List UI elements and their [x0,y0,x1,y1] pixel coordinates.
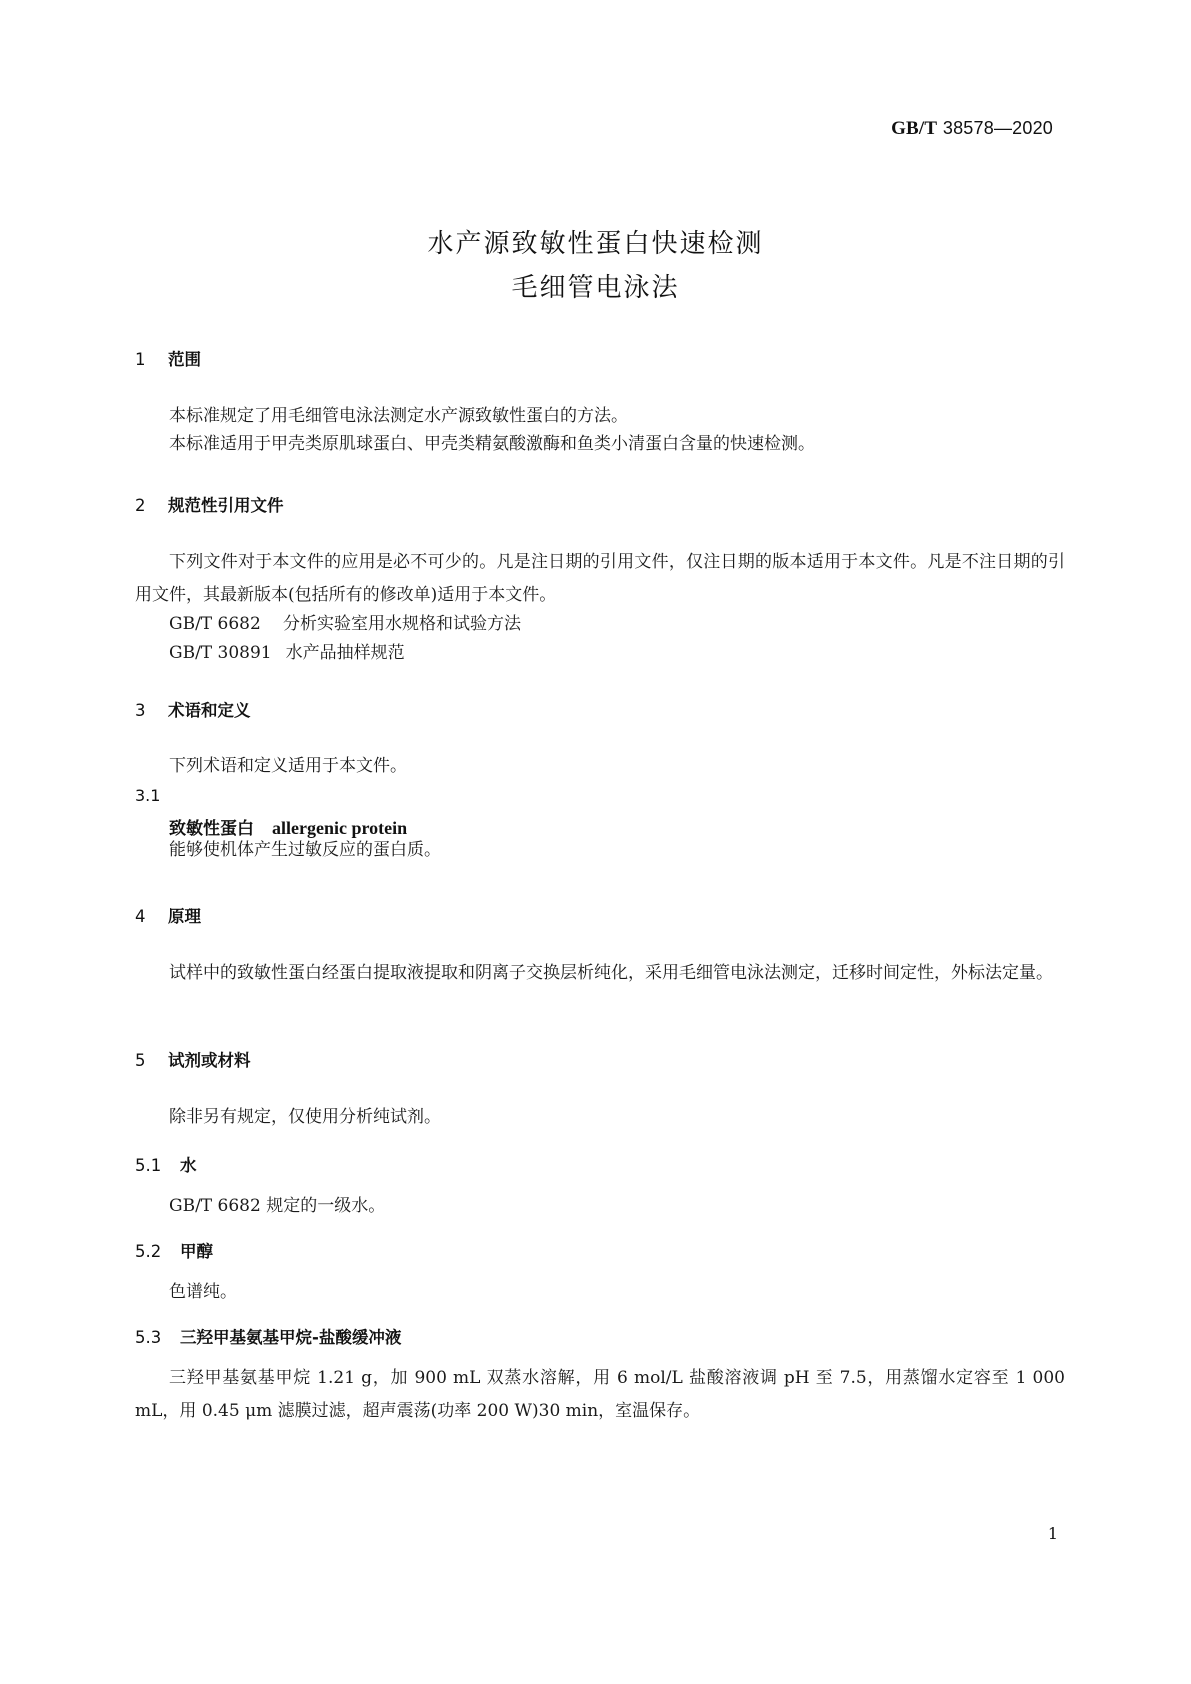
section-1-paragraph-1: 本标准规定了用毛细管电泳法测定水产源致敏性蛋白的方法。 [169,406,628,426]
section-title: 术语和定义 [168,701,251,720]
page-number: 1 [1047,1524,1058,1543]
section-2-heading [135,492,284,516]
section-title: 规范性引用文件 [168,496,284,515]
reference-item [169,609,521,634]
section-4-paragraph: 试样中的致敏性蛋白经蛋白提取液提取和阴离子交换层析纯化，采用毛细管电泳法测定，迁移时间定性，外标法定量。 [169,963,1053,983]
term-en: allergenic protein [272,818,408,838]
section-number: 2 [135,496,146,515]
standard-number: 38578—2020 [942,118,1053,138]
subsection-title: 三羟甲基氨基甲烷-盐酸缓冲液 [180,1328,402,1347]
subsection-title: 水 [180,1156,197,1175]
reference-code: GB/T 30891 [169,643,272,663]
subsection-title: 甲醇 [180,1242,213,1261]
reference-title: 分析实验室用水规格和试验方法 [283,614,521,634]
subsection-5-2-text: 色谱纯。 [169,1282,237,1302]
section-5-heading [135,1047,251,1071]
section-5-paragraph: 除非另有规定，仅使用分析纯试剂。 [169,1107,441,1127]
reference-code: GB/T 6682 [169,614,261,634]
term-number: 3.1 [135,786,161,805]
subsection-5-2-heading [135,1238,213,1262]
title-line-1: 水产源致敏性蛋白快速检测 [427,229,764,259]
section-number: 1 [135,350,146,369]
section-title: 范围 [168,350,201,369]
section-3-heading [135,697,251,721]
document-title [0,222,1191,310]
section-1-heading [135,346,201,370]
reference-item [169,638,405,663]
section-number: 3 [135,701,146,720]
subsection-5-3-text: 三羟甲基氨基甲烷 1.21 g，加 900 mL 双蒸水溶解，用 6 mol/L 盐酸溶液调 pH 至 7.5，用蒸馏水定容至 1 000 mL，用 0.45 μm 滤膜过滤，超声震荡(功率 200 W)30 min，室温保存。 [135,1368,1065,1421]
section-title: 试剂或材料 [168,1051,251,1070]
term-zh: 致敏性蛋白 [169,819,254,839]
subsection-number: 5.3 [135,1328,162,1347]
subsection-number: 5.1 [135,1156,162,1175]
subsection-5-3-heading [135,1324,401,1348]
standard-code [891,118,1053,140]
section-number: 4 [135,907,146,926]
term-definition: 能够使机体产生过敏反应的蛋白质。 [169,840,441,860]
section-title: 原理 [168,907,201,926]
section-2-paragraph: 下列文件对于本文件的应用是必不可少的。凡是注日期的引用文件，仅注日期的版本适用于本文件。凡是不注日期的引用文件，其最新版本(包括所有的修改单)适用于本文件。 [135,552,1065,605]
section-3-paragraph: 下列术语和定义适用于本文件。 [169,756,407,776]
section-4-heading [135,903,201,927]
subsection-number: 5.2 [135,1242,162,1261]
subsection-5-1-text: GB/T 6682 规定的一级水。 [169,1196,386,1216]
title-line-2: 毛细管电泳法 [511,273,680,303]
section-1-paragraph-2: 本标准适用于甲壳类原肌球蛋白、甲壳类精氨酸激酶和鱼类小清蛋白含量的快速检测。 [169,434,815,454]
reference-title: 水产品抽样规范 [285,643,405,663]
section-number: 5 [135,1051,146,1070]
standard-prefix: GB/T [891,118,938,139]
subsection-5-1-heading [135,1152,197,1176]
